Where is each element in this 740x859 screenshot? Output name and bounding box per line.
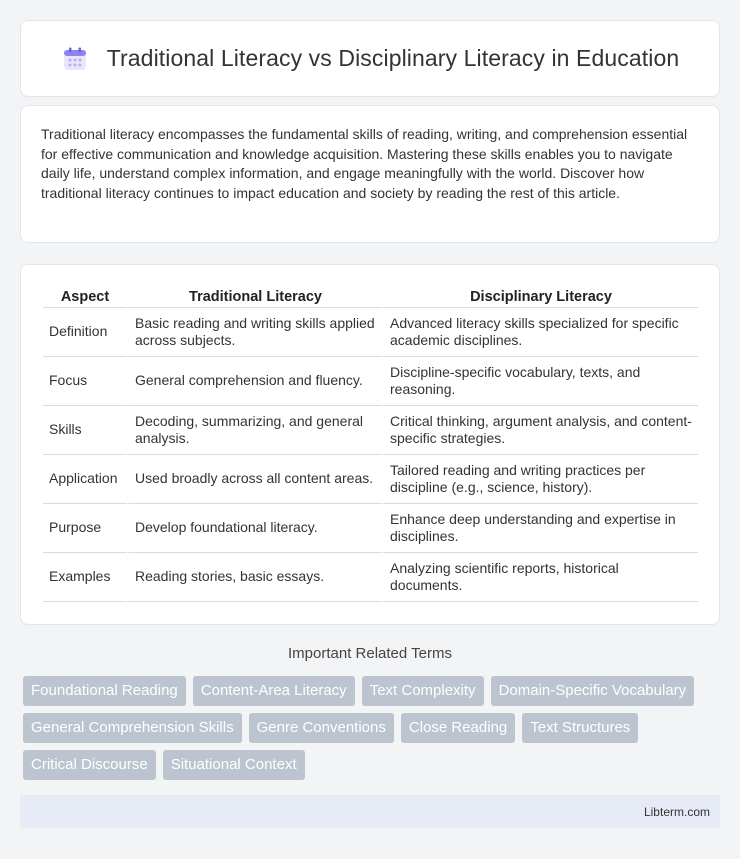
table-row	[43, 553, 698, 602]
page-title: Traditional Literacy vs Disciplinary Literacy in Education	[106, 45, 680, 71]
related-term-tag[interactable]: Foundational Reading	[23, 676, 186, 706]
header-traditional: Traditional Literacy	[127, 285, 382, 308]
cell-traditional: Used broadly across all content areas.	[127, 455, 382, 504]
related-term-tag[interactable]: Critical Discourse	[23, 750, 156, 780]
header-disciplinary: Disciplinary Literacy	[382, 285, 698, 308]
cell-traditional: Decoding, summarizing, and general analysis.	[127, 406, 382, 455]
intro-card	[20, 105, 720, 243]
related-term-tag[interactable]: Content-Area Literacy	[193, 676, 355, 706]
cell-aspect: Definition	[43, 308, 127, 357]
cell-disciplinary: Discipline-specific vocabulary, texts, and reasoning.	[382, 357, 698, 406]
cell-traditional: Basic reading and writing skills applied across subjects.	[127, 308, 382, 357]
related-term-tag[interactable]: General Comprehension Skills	[23, 713, 242, 743]
cell-aspect: Purpose	[43, 504, 127, 553]
related-term-tag[interactable]: Text Structures	[522, 713, 638, 743]
cell-aspect: Examples	[43, 553, 127, 602]
table-header-row	[43, 285, 698, 308]
cell-aspect: Skills	[43, 406, 127, 455]
related-term-tag[interactable]: Domain-Specific Vocabulary	[491, 676, 695, 706]
related-term-tag[interactable]: Genre Conventions	[249, 713, 394, 743]
header-card	[20, 20, 720, 97]
footer	[20, 795, 720, 828]
comparison-table	[43, 285, 698, 602]
header-aspect: Aspect	[43, 285, 127, 308]
cell-disciplinary: Advanced literacy skills specialized for specific academic disciplines.	[382, 308, 698, 357]
title-wrap	[61, 45, 680, 73]
calendar-icon	[61, 45, 89, 73]
related-term-tag[interactable]: Text Complexity	[362, 676, 484, 706]
cell-disciplinary: Analyzing scientific reports, historical documents.	[382, 553, 698, 602]
table-row	[43, 406, 698, 455]
cell-disciplinary: Enhance deep understanding and expertise in disciplines.	[382, 504, 698, 553]
cell-traditional: General comprehension and fluency.	[127, 357, 382, 406]
cell-traditional: Develop foundational literacy.	[127, 504, 382, 553]
table-row	[43, 308, 698, 357]
comparison-table-card	[20, 264, 720, 625]
footer-site-link[interactable]: Libterm.com	[643, 804, 710, 819]
cell-disciplinary: Critical thinking, argument analysis, and content-specific strategies.	[382, 406, 698, 455]
related-term-tag[interactable]: Close Reading	[401, 713, 515, 743]
intro-paragraph: Traditional literacy encompasses the fundamental skills of reading, writing, and comprehension essential for effective communication and knowledge acquisition. Mastering these skills enables you to navigate daily life, understand complex information, and engage meaningfully with the world. Discover how traditional literacy continues to impact education and society by reading the rest of this article.	[41, 126, 688, 201]
cell-disciplinary: Tailored reading and writing practices per discipline (e.g., science, history).	[382, 455, 698, 504]
cell-aspect: Focus	[43, 357, 127, 406]
related-term-tag[interactable]: Situational Context	[163, 750, 305, 780]
table-row	[43, 357, 698, 406]
table-row	[43, 455, 698, 504]
related-terms-title: Important Related Terms	[288, 645, 452, 662]
related-terms-list	[23, 676, 723, 780]
table-row	[43, 504, 698, 553]
cell-traditional: Reading stories, basic essays.	[127, 553, 382, 602]
cell-aspect: Application	[43, 455, 127, 504]
